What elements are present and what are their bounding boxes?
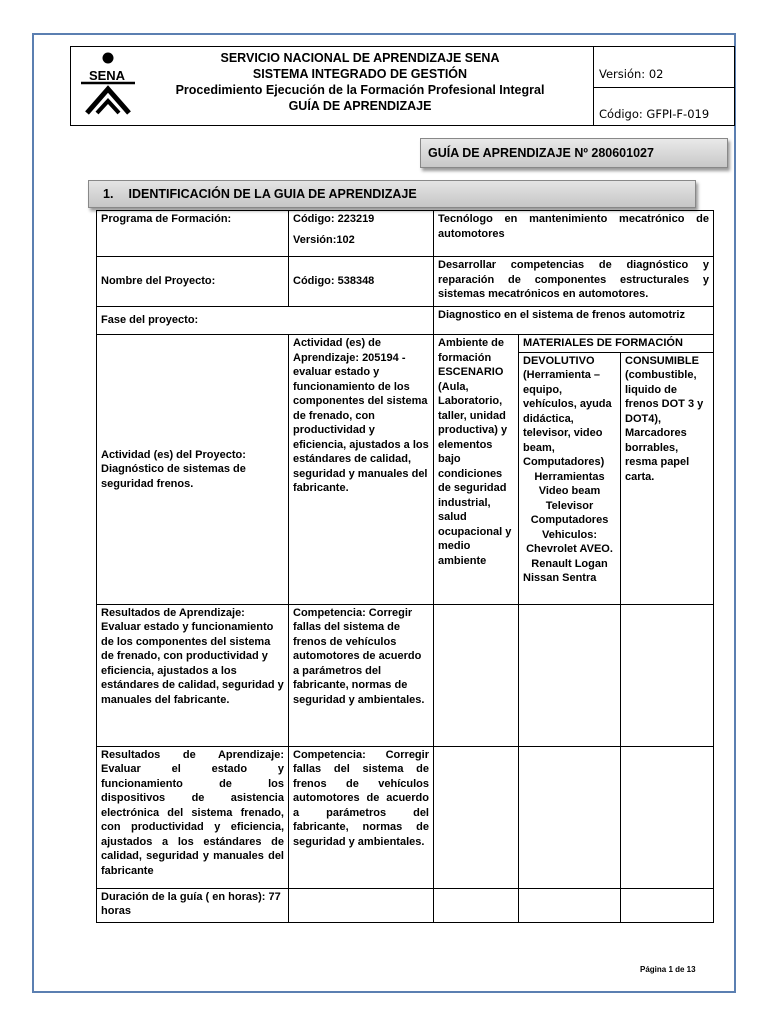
section-title: IDENTIFICACIÓN DE LA GUIA DE APRENDIZAJE <box>128 187 417 201</box>
list-item: Renault Logan <box>531 557 608 570</box>
list-item: Herramientas <box>534 470 605 483</box>
competence-1: Competencia: Corregir fallas del sistema de frenos de vehículos automotores de acuerdo a parámetros del fabricante, normas de seguridad y ambientales. <box>289 604 434 746</box>
program-code-cell <box>289 211 434 257</box>
program-label: Programa de Formación: <box>97 211 289 257</box>
guide-number-banner: GUÍA DE APRENDIZAJE Nº 280601027 <box>420 138 728 168</box>
program-name: Tecnólogo en mantenimiento mecatrónico de automotores <box>434 211 714 257</box>
project-code: Código: 538348 <box>289 257 434 307</box>
table-row <box>97 257 714 307</box>
learning-result-1: Resultados de Aprendizaje: Evaluar estado y funcionamiento de los componentes del sistema de frenado, con productividad y eficiencia, ajustados a los estándares de calidad, seguridad y manuales del fabricante. <box>97 604 289 746</box>
phase-label: Fase del proyecto: <box>97 307 434 335</box>
guide-duration: Duración de la guía ( en horas): 77 horas <box>97 888 289 922</box>
table-row <box>97 211 714 257</box>
list-item: Nissan Sentra <box>523 572 597 584</box>
page-number: Página 1 de 13 <box>640 965 696 974</box>
table-row <box>97 888 714 922</box>
section-number: 1. <box>103 187 114 201</box>
section-1-heading <box>88 180 696 208</box>
learning-activity: Actividad (es) de Aprendizaje: 205194 - evaluar estado y funcionamiento de los componentes del sistema de frenado, con productividad y eficiencia, ajustados a los estándares de calidad, seguridad y manuales del fabricante. <box>289 335 434 605</box>
document-header <box>70 46 735 126</box>
competence-2: Competencia: Corregir fallas del sistema de frenos de vehículos automotores de acuerdo a parámetros del fabricante, normas de seguridad y ambientales. <box>289 746 434 888</box>
header-meta <box>594 47 734 125</box>
header-title-block <box>71 47 594 125</box>
svg-text:SENA: SENA <box>88 68 126 83</box>
devolutivo-text: DEVOLUTIVO (Herramienta – equipo, vehículos, ayuda didáctica, televisor, video beam, Computadores) <box>523 354 612 468</box>
sena-logo <box>77 51 137 121</box>
learning-result-2: Resultados de Aprendizaje: Evaluar el estado y funcionamiento de los dispositivos de asistencia electrónica del sistema frenado, con productividad y eficiencia, ajustados a los estándares de calidad, seguridad y manuales del fabricante <box>97 746 289 888</box>
project-activity: Actividad (es) del Proyecto: Diagnóstico de sistemas de seguridad frenos. <box>97 335 289 605</box>
table-row <box>97 604 714 746</box>
version-label: Versión: 02 <box>594 47 734 88</box>
table-row <box>97 746 714 888</box>
phase-value: Diagnostico en el sistema de frenos automotriz <box>434 307 714 335</box>
learning-environment: Ambiente de formación ESCENARIO (Aula, Laboratorio, taller, unidad productiva) y elementos bajo condiciones de seguridad industrial, salud ocupacional y medio ambiente <box>434 335 519 605</box>
table-row <box>97 335 714 353</box>
program-code: Código: 223219 <box>293 213 375 225</box>
project-label: Nombre del Proyecto: <box>97 257 289 307</box>
table-row <box>97 307 714 335</box>
project-name: Desarrollar competencias de diagnóstico y reparación de componentes estructurales y sistemas mecatrónicos en automotores. <box>434 257 714 307</box>
header-title-line-3: Procedimiento Ejecución de la Formación Profesional Integral <box>175 83 545 97</box>
consumible-text: CONSUMIBLE (combustible, liquido de frenos DOT 3 y DOT4), Marcadores borrables, resma papel carta. <box>621 352 714 604</box>
code-label: Código: GFPI-F-019 <box>599 107 710 121</box>
list-item: Video beam <box>538 485 601 497</box>
identification-table <box>96 210 714 923</box>
list-item: Chevrolet AVEO. <box>526 543 613 555</box>
list-item: Televisor <box>545 499 594 512</box>
materials-header: MATERIALES DE FORMACIÓN <box>519 335 714 353</box>
list-item: Computadores <box>530 514 609 526</box>
list-item: Vehiculos: <box>541 528 598 541</box>
header-title <box>131 50 589 114</box>
devolutivo-cell <box>519 352 621 604</box>
header-title-line-1: SERVICIO NACIONAL DE APRENDIZAJE SENA <box>220 51 500 65</box>
program-version: Versión:102 <box>293 233 355 246</box>
header-title-line-2: SISTEMA INTEGRADO DE GESTIÓN <box>252 67 468 81</box>
header-title-line-4: GUÍA DE APRENDIZAJE <box>288 99 432 113</box>
